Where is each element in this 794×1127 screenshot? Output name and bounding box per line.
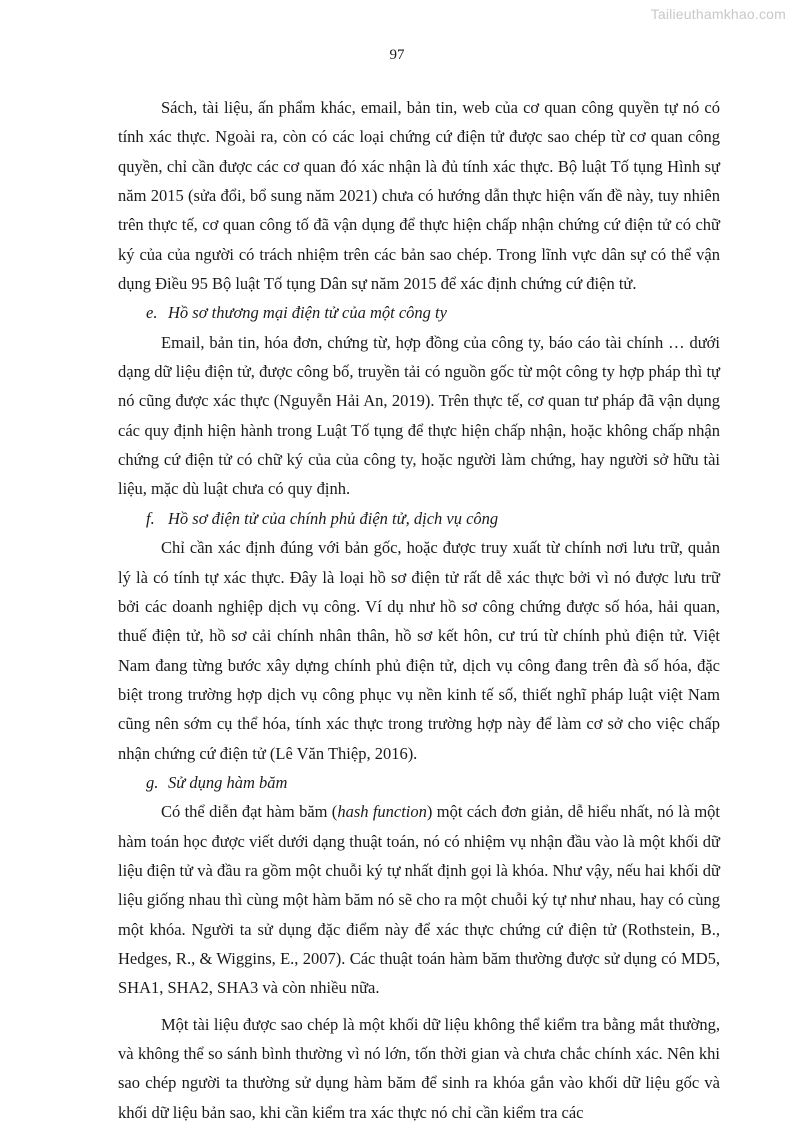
heading-e-text: Hồ sơ thương mại điện tử của một công ty bbox=[168, 303, 447, 323]
heading-g-letter: g. bbox=[146, 772, 159, 792]
hash-text-before: Có thể diễn đạt hàm băm ( bbox=[161, 802, 338, 822]
paragraph-hash-function-definition bbox=[118, 797, 720, 1002]
paragraph-public-authority-evidence: Sách, tài liệu, ấn phẩm khác, email, bản tin, web của cơ quan công quyền tự nó có tính xác thực. Ngoài ra, còn có các loại chứng cứ điện tử được sao chép từ cơ quan công quyền, chỉ cần được các cơ quan đó xác nhận là đủ tính xác thực. Bộ luật Tố tụng Hình sự năm 2015 (sửa đổi, bổ sung năm 2021) chưa có hướng dẫn thực hiện vấn đề này, tuy nhiên trên thực tế, cơ quan công tố đã vận dụng để thực hiện chấp nhận chứng cứ điện tử có chữ ký của của người có trách nhiệm trên các bản sao chép. Trong lĩnh vực dân sự có thể vận dụng Điều 95 Bộ luật Tố tụng Dân sự năm 2015 để xác định chứng cứ điện tử. bbox=[118, 98, 720, 294]
heading-e-ecommerce-records bbox=[118, 298, 720, 327]
watermark: Tailieuthamkhao.com bbox=[650, 6, 786, 22]
heading-e-letter: e. bbox=[146, 303, 158, 323]
heading-f-letter: f. bbox=[146, 508, 155, 528]
heading-g-hash-function bbox=[118, 768, 720, 797]
hash-function-term: hash function bbox=[337, 802, 427, 822]
heading-f-text: Hồ sơ điện tử của chính phủ điện tử, dịch vụ công bbox=[168, 508, 499, 528]
page-number: 97 bbox=[389, 47, 405, 63]
heading-g-text: Sử dụng hàm băm bbox=[168, 772, 288, 792]
heading-f-egovernment-records bbox=[118, 504, 720, 533]
document-body bbox=[118, 93, 720, 1127]
hash-text-after: ) một cách đơn giản, dễ hiểu nhất, nó là một hàm toán học được viết dưới dạng thuật toán, nó có nhiệm vụ nhận đầu vào là một khối dữ liệu điện tử và đầu ra gồm một chuỗi ký tự nhất định gọi là khóa. Như vậy, nếu hai khối dữ liệu giống nhau thì cùng một hàm băm nó sẽ cho ra một chuỗi ký tự như nhau, hay có cùng một khóa. Người ta sử dụng đặc điểm này để xác thực chứng cứ điện tử (Rothstein, B., Hedges, R., & Wiggins, E., 2007). Các thuật toán hàm băm thường được sử dụng có MD5, SHA1, SHA2, SHA3 và còn nhiều nữa. bbox=[118, 802, 721, 998]
paragraph-ecommerce-records: Email, bản tin, hóa đơn, chứng từ, hợp đồng của công ty, báo cáo tài chính … dưới dạng dữ liệu điện tử, được công bố, truyền tải có nguồn gốc từ một công ty hợp pháp thì tự nó cũng được xác thực (Nguyễn Hải An, 2019). Trên thực tế, cơ quan tư pháp đã vận dụng các quy định hiện hành trong Luật Tố tụng để thực hiện chấp nhận, hoặc không chấp nhận chứng cứ điện tử có chữ ký của của công ty, hoặc người làm chứng, hay người sở hữu tài liệu, mặc dù luật chưa có quy định. bbox=[118, 332, 720, 499]
paragraph-egovernment-records: Chỉ cần xác định đúng với bản gốc, hoặc được truy xuất từ chính nơi lưu trữ, quản lý là có tính tự xác thực. Đây là loại hồ sơ điện tử rất dễ xác thực bởi vì nó được lưu trữ bởi các doanh nghiệp dịch vụ công. Ví dụ như hồ sơ công chứng được số hóa, hải quan, thuế điện tử, hồ sơ cải chính nhân thân, hồ sơ kết hôn, cư trú từ chính phủ điện tử. Việt Nam đang từng bước xây dựng chính phủ điện tử, dịch vụ công đang trên đà số hóa, đặc biệt trong trường hợp dịch vụ công phục vụ nền kinh tế số, thiết nghĩ pháp luật việt Nam cũng nên sớm cụ thể hóa, tính xác thực trong trường hợp này để làm cơ sở cho việc chấp nhận chứng cứ điện tử (Lê Văn Thiệp, 2016). bbox=[118, 538, 720, 763]
paragraph-copied-document-verification: Một tài liệu được sao chép là một khối dữ liệu không thể kiểm tra bằng mắt thường, và không thể so sánh bình thường vì nó lớn, tốn thời gian và chưa chắc chính xác. Nên khi sao chép người ta thường sử dụng hàm băm để sinh ra khóa gắn vào khối dữ liệu gốc và khối dữ liệu bản sao, khi cần kiểm tra xác thực nó chỉ cần kiểm tra các bbox=[118, 1014, 720, 1122]
